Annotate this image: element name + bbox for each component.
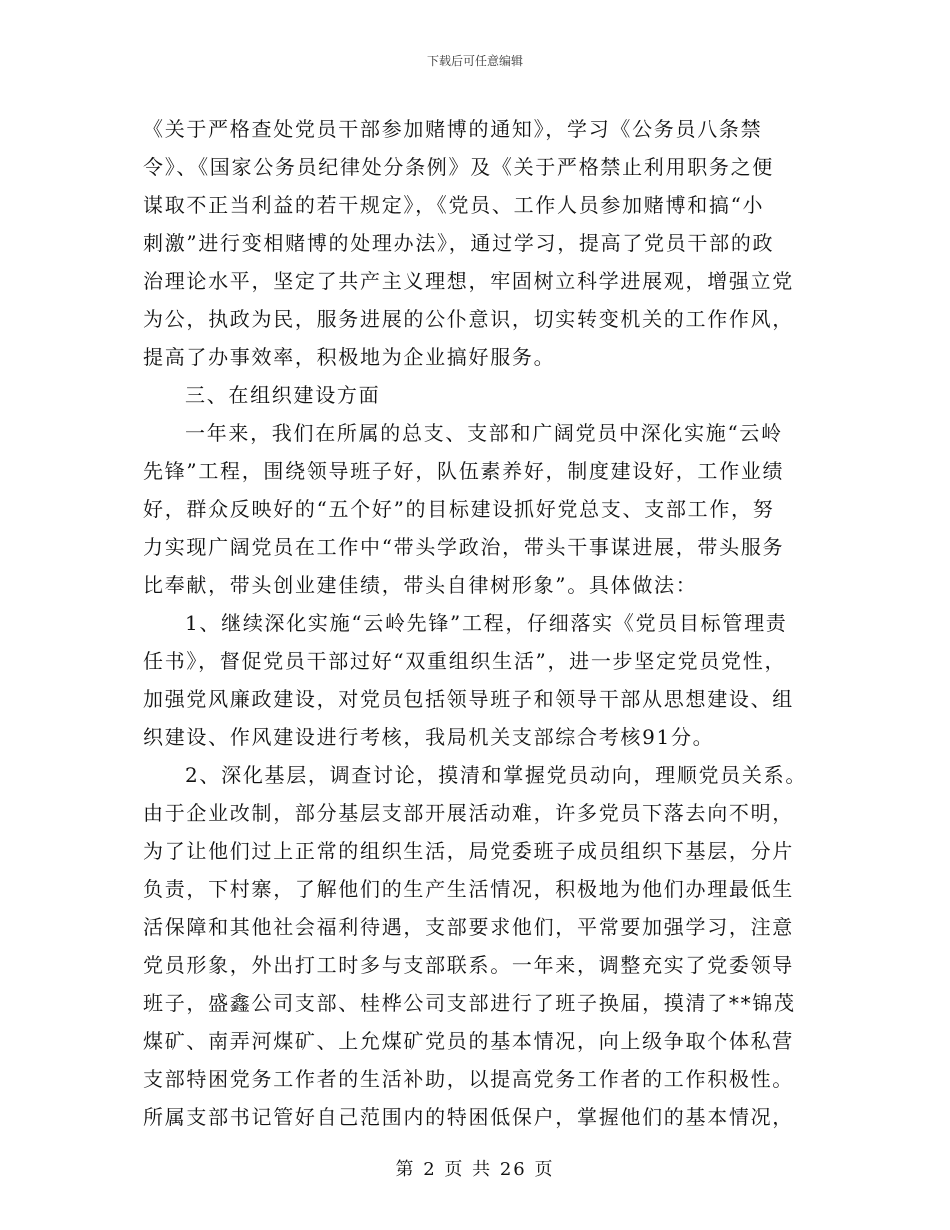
text-line: 提高了办事效率，积极地为企业搞好服务。 xyxy=(143,345,556,369)
text-line: 煤矿、南弄河煤矿、上允煤矿党员的基本情况，向上级争取个体私营 xyxy=(143,1029,794,1053)
text-line: 谋取不正当利益的若干规定》，《党员、工作人员参加赌博和搞“小 xyxy=(143,193,765,217)
text-line: 支部特困党务工作者的生活补助，以提高党务工作者的工作积极性。 xyxy=(143,1067,794,1091)
text-line: 令》、《国家公务员纪律处分条例》及《关于严格禁止利用职务之便 xyxy=(143,155,774,179)
text-line: 负责，下村寨，了解他们的生产生活情况，积极地为他们办理最低生 xyxy=(143,877,794,901)
page-header-note: 下载后可任意编辑 xyxy=(426,54,523,68)
text-line: 班子，盛鑫公司支部、桂桦公司支部进行了班子换届，摸清了**锦茂 xyxy=(143,991,796,1015)
text-line: 为了让他们过上正常的组织生活，局党委班子成员组织下基层，分片 xyxy=(143,839,794,863)
text-line: 为公，执政为民，服务进展的公仆意识，切实转变机关的工作作风， xyxy=(143,307,794,331)
text-line: 刺激”进行变相赌博的处理办法》，通过学习，提高了党员干部的政 xyxy=(143,231,775,255)
text-line: 由于企业改制，部分基层支部开展活动难，许多党员下落去向不明， xyxy=(143,801,794,825)
text-line: 活保障和其他社会福利待遇，支部要求他们，平常要加强学习，注意 xyxy=(143,915,794,939)
text-line: 比奉献，带头创业建佳绩，带头自律树形象”。具体做法： xyxy=(143,573,698,597)
text-line: 一年来，我们在所属的总支、支部和广阔党员中深化实施“云岭 xyxy=(185,421,783,445)
text-line: 治理论水平，坚定了共产主义理想，牢固树立科学进展观，增强立党 xyxy=(143,269,794,293)
text-line: 1、继续深化实施“云岭先锋”工程，仔细落实《党员目标管理责 xyxy=(185,611,788,635)
text-line: 加强党风廉政建设，对党员包括领导班子和领导干部从思想建设、组 xyxy=(143,687,794,711)
text-line: 好，群众反映好的“五个好”的目标建设抓好党总支、支部工作，努 xyxy=(143,497,775,521)
page-number: 第 2 页 共 26 页 xyxy=(395,1159,555,1180)
text-line: 2、深化基层，调查讨论，摸清和掌握党员动向，理顺党员关系。 xyxy=(185,763,808,787)
document-body xyxy=(143,110,813,1136)
text-line: 织建设、作风建设进行考核，我局机关支部综合考核91分。 xyxy=(143,725,715,749)
text-line: 所属支部书记管好自己范围内的特困低保户，掌握他们的基本情况， xyxy=(143,1105,794,1129)
text-line: 《关于严格查处党员干部参加赌博的通知》，学习《公务员八条禁 xyxy=(143,117,763,141)
text-line: 先锋”工程，围绕领导班子好，队伍素养好，制度建设好，工作业绩 xyxy=(143,459,785,483)
text-line: 任书》，督促党员干部过好“双重组织生活”，进一步坚定党员党性， xyxy=(143,649,787,673)
text-line: 党员形象，外出打工时多与支部联系。一年来，调整充实了党委领导 xyxy=(143,953,794,977)
text-line: 力实现广阔党员在工作中“带头学政治，带头干事谋进展，带头服务 xyxy=(143,535,785,559)
text-line: 三、在组织建设方面 xyxy=(185,383,381,407)
